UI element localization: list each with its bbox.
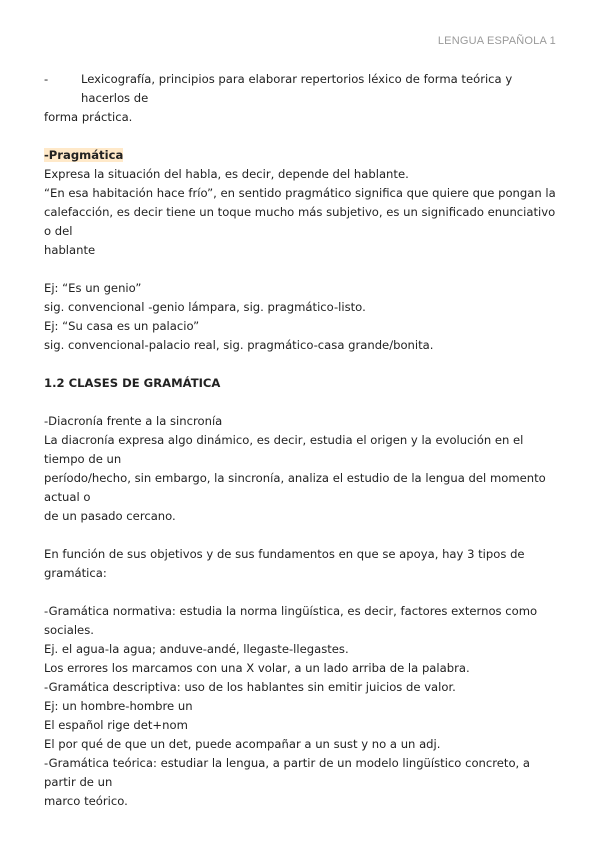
diacronia-line: período/hecho, sin embargo, la sincronía, analiza el estudio de la lengua del momento actual o <box>44 471 546 504</box>
gramatica-line: El por qué de que un det, puede acompañar a un sust y no a un adj. <box>44 737 441 751</box>
diacronia-line: de un pasado cercano. <box>44 509 176 523</box>
gramatica-line: Los errores los marcamos con una X volar, a un lado arriba de la palabra. <box>44 661 470 675</box>
intro-line <box>44 70 560 108</box>
pragmatica-line: “En esa habitación hace frío”, en sentido pragmático significa que quiere que pongan la <box>44 186 556 200</box>
gramatica-line: marco teórico. <box>44 794 128 808</box>
diacronia-line: -Diacronía frente a la sincronía <box>44 414 223 428</box>
section-heading: 1.2 CLASES DE GRAMÁTICA <box>44 376 221 390</box>
pragmatica-line: calefacción, es decir tiene un toque mucho más subjetivo, es un significado enunciativo o del <box>44 205 556 238</box>
gramatica-line: Ej: un hombre-hombre un <box>44 699 193 713</box>
example-line: sig. convencional-palacio real, sig. pragmático-casa grande/bonita. <box>44 338 434 352</box>
page-header: LENGUA ESPAÑOLA 1 <box>437 35 556 47</box>
gramatica-line: El español rige det+nom <box>44 718 188 732</box>
gramatica-line: -Gramática normativa: estudia la norma lingüística, es decir, factores externos como sociales. <box>44 604 538 637</box>
list-dash: - <box>44 72 49 86</box>
pragmatica-line: Expresa la situación del habla, es decir, depende del hablante. <box>44 167 409 181</box>
tipos-line: En función de sus objetivos y de sus fundamentos en que se apoya, hay 3 tipos de gramática: <box>44 547 525 580</box>
diacronia-line: La diacronía expresa algo dinámico, es decir, estudia el origen y la evolución en el tiempo de un <box>44 433 524 466</box>
example-line: sig. convencional -genio lámpara, sig. pragmático-listo. <box>44 300 366 314</box>
document-body <box>44 70 560 811</box>
pragmatica-line: hablante <box>44 243 96 257</box>
pragmatica-heading: -Pragmática <box>44 148 124 162</box>
gramatica-line: -Gramática teórica: estudiar la lengua, a partir de un modelo lingüístico concreto, a partir de un <box>44 756 531 789</box>
gramatica-line: Ej. el agua-la agua; anduve-andé, llegaste-llegastes. <box>44 642 349 656</box>
intro-text: Lexicografía, principios para elaborar repertorios léxico de forma teórica y hacerlos de <box>81 72 513 105</box>
example-line: Ej: “Es un genio” <box>44 281 142 295</box>
intro-text-continued: forma práctica. <box>44 110 133 124</box>
gramatica-line: -Gramática descriptiva: uso de los hablantes sin emitir juicios de valor. <box>44 680 456 694</box>
example-line: Ej: “Su casa es un palacio” <box>44 319 200 333</box>
